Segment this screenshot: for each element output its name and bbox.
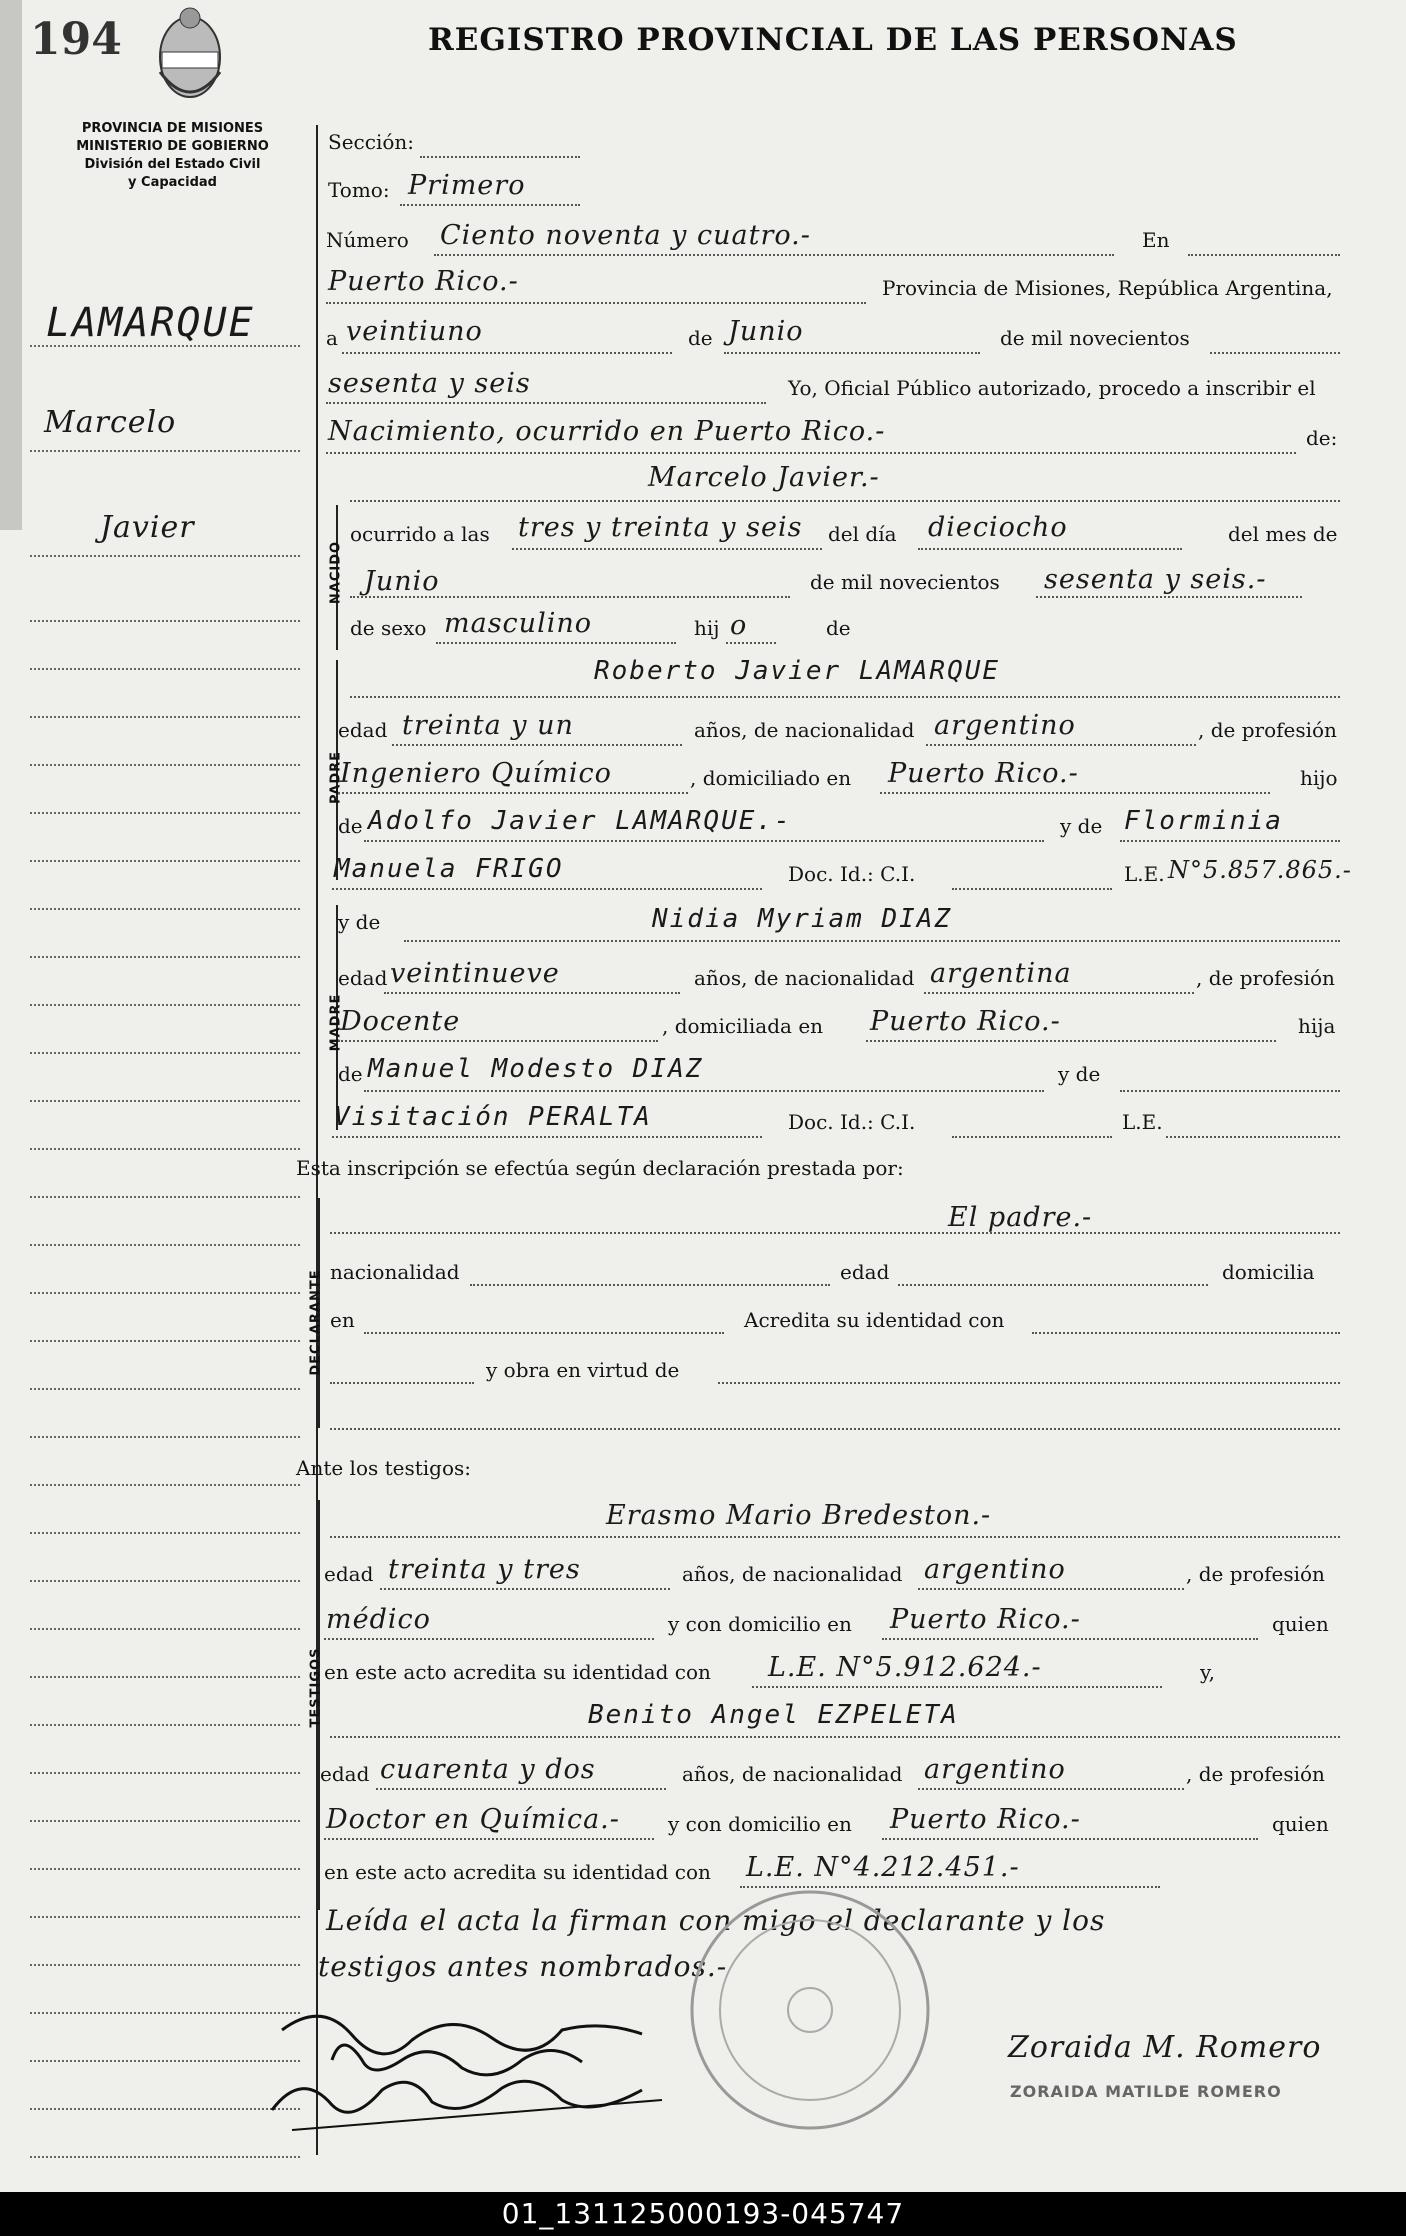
margin-line <box>30 1484 300 1486</box>
birth-day-value: dieciocho <box>928 512 1068 543</box>
place-line <box>326 302 866 304</box>
madre-edad-label: edad <box>338 966 388 990</box>
hijo-suffix: o <box>730 610 748 641</box>
testigo2-prof-value: Doctor en Química.- <box>326 1804 620 1835</box>
birth-day-line <box>918 548 1182 550</box>
coat-of-arms-icon <box>150 2 230 107</box>
hour-line <box>512 548 822 550</box>
official-signature: Zoraida M. Romero <box>1008 2030 1322 2065</box>
padre-nac-value: argentino <box>934 710 1076 741</box>
madre-y-de-label: y de <box>338 910 381 934</box>
testigo1-prof-line <box>324 1638 654 1640</box>
oficial-text: Yo, Oficial Público autorizado, procedo a inscribir el <box>788 376 1316 400</box>
hour-value: tres y treinta y seis <box>518 512 803 543</box>
margin-line <box>30 1052 300 1054</box>
testigo2-name-line <box>330 1736 1340 1738</box>
tomo-line <box>400 204 580 206</box>
margin-line <box>30 956 300 958</box>
testigo2-acredita-label: en este acto acredita su identidad con <box>324 1860 711 1884</box>
numero-label: Número <box>326 228 409 252</box>
del-dia-label: del día <box>828 522 897 546</box>
madre-nac-label: años, de nacionalidad <box>694 966 915 990</box>
margin-line <box>30 620 300 622</box>
year-line <box>326 402 766 404</box>
testigos-side-label: TESTIGOS <box>308 1647 324 1728</box>
testigo1-name: Erasmo Mario Bredeston.- <box>606 1500 992 1531</box>
testigo1-quien-label: quien <box>1272 1612 1329 1636</box>
padre-dom-line <box>880 792 1270 794</box>
padre-nac-line <box>926 744 1196 746</box>
testigo1-edad-line <box>380 1588 670 1590</box>
testigo1-name-line <box>330 1536 1340 1538</box>
del-mes-label: del mes de <box>1228 522 1338 546</box>
madre-name-line <box>404 940 1340 942</box>
testigo1-acredita-label: en este acto acredita su identidad con <box>324 1660 711 1684</box>
padre-le-value: N°5.857.865.- <box>1168 856 1352 884</box>
testigo2-edad-label: edad <box>320 1762 370 1786</box>
a-label: a <box>326 326 338 350</box>
madre-mother-line1 <box>1120 1090 1340 1092</box>
padre-de-label: de <box>338 814 363 838</box>
padre-mother-line1 <box>1120 840 1340 842</box>
padre-prof-line <box>338 792 688 794</box>
madre-le-label: L.E. <box>1122 1110 1163 1134</box>
tomo-label: Tomo: <box>328 178 390 202</box>
madre-side-label: MADRE <box>328 993 344 1052</box>
madre-father-value: Manuel Modesto DIAZ <box>368 1054 704 1084</box>
declarante-acredita-line <box>1032 1332 1340 1334</box>
closing-line2: testigos antes nombrados.- <box>318 1950 728 1983</box>
margin-line <box>30 345 300 347</box>
declarante-edad-line <box>898 1284 1208 1286</box>
org-line: PROVINCIA DE MISIONES <box>81 121 264 136</box>
padre-mother-value2: Manuela FRIGO <box>334 854 564 884</box>
month-line <box>724 352 980 354</box>
padre-father-value: Adolfo Javier LAMARQUE.- <box>368 806 792 836</box>
padre-name-line <box>350 696 1340 698</box>
margin-line <box>30 1148 300 1150</box>
testigo2-name: Benito Angel EZPELETA <box>588 1700 959 1730</box>
testigo2-nac-label: años, de nacionalidad <box>682 1762 903 1786</box>
padre-nac-label: años, de nacionalidad <box>694 718 915 742</box>
org-line: División del Estado Civil <box>84 157 261 172</box>
margin-surname: LAMARQUE <box>46 300 255 346</box>
declarante-nac-label: nacionalidad <box>330 1260 460 1284</box>
place-value: Puerto Rico.- <box>328 266 519 297</box>
madre-name: Nidia Myriam DIAZ <box>652 904 953 934</box>
seccion-label: Sección: <box>328 130 414 154</box>
margin-given-name: Javier <box>100 510 195 545</box>
madre-dom-line <box>866 1040 1276 1042</box>
nacido-name-line <box>350 500 1340 502</box>
tomo-value: Primero <box>408 170 526 201</box>
event-value: Nacimiento, ocurrido en Puerto Rico.- <box>328 416 886 447</box>
declarante-en-line <box>364 1332 724 1334</box>
margin-line <box>30 1004 300 1006</box>
padre-prof-value: Ingeniero Químico <box>340 758 612 789</box>
madre-dom-value: Puerto Rico.- <box>870 1006 1061 1037</box>
birth-mil-label: de mil novecientos <box>810 570 1000 594</box>
madre-father-line <box>364 1090 1044 1092</box>
org-block <box>40 120 305 192</box>
padre-prof-label: , de profesión <box>1198 718 1337 742</box>
org-line: y Capacidad <box>128 175 217 190</box>
padre-edad-value: treinta y un <box>402 710 574 741</box>
declarante-value: El padre.- <box>948 1202 1093 1233</box>
birth-month-value: Junio <box>364 566 440 597</box>
testigo1-dom-line <box>882 1638 1258 1640</box>
madre-y-de2-label: y de <box>1058 1062 1101 1086</box>
padre-le-label: L.E. <box>1124 862 1165 886</box>
padre-side-label: PADRE <box>328 750 344 805</box>
testigo1-nac-line <box>918 1588 1184 1590</box>
testigo2-quien-label: quien <box>1272 1812 1329 1836</box>
testigo1-nac-label: años, de nacionalidad <box>682 1562 903 1586</box>
testigo1-prof-label: , de profesión <box>1186 1562 1325 1586</box>
margin-line <box>30 668 300 670</box>
margin-line <box>30 1820 300 1822</box>
declarante-obra-pre-line <box>330 1382 474 1384</box>
official-seal-icon <box>680 1880 940 2140</box>
padre-father-line <box>364 840 1044 842</box>
document-title: REGISTRO PROVINCIAL DE LAS PERSONAS <box>428 22 1238 58</box>
padre-name: Roberto Javier LAMARQUE <box>594 656 1001 686</box>
madre-nac-value: argentina <box>930 958 1072 989</box>
testigo1-prof-value: médico <box>326 1604 431 1635</box>
day-line <box>342 352 672 354</box>
testigo1-edad-value: treinta y tres <box>388 1554 581 1585</box>
declarante-en-label: en <box>330 1308 355 1332</box>
padre-edad-label: edad <box>338 718 388 742</box>
margin-line <box>30 1244 300 1246</box>
declarante-side-label: DECLARANTE <box>308 1269 324 1376</box>
testigo2-dom-line <box>882 1838 1258 1840</box>
margin-line <box>30 812 300 814</box>
margin-line <box>30 1964 300 1966</box>
madre-edad-line <box>384 992 680 994</box>
seccion-line <box>420 156 580 158</box>
madre-hija-label: hija <box>1298 1014 1336 1038</box>
de-label: de <box>688 326 713 350</box>
testigo2-dom-value: Puerto Rico.- <box>890 1804 1081 1835</box>
padre-y-de-label: y de <box>1060 814 1103 838</box>
testigo1-id-line <box>752 1686 1162 1688</box>
birth-month-line <box>350 596 790 598</box>
official-name-stamp: ZORAIDA MATILDE ROMERO <box>1010 2082 1282 2101</box>
madre-doc-label: Doc. Id.: C.I. <box>788 1110 916 1134</box>
padre-hijo-label: hijo <box>1300 766 1338 790</box>
testigo2-prof-line <box>324 1838 654 1840</box>
testigo1-nac-value: argentino <box>924 1554 1066 1585</box>
margin-line <box>30 2012 300 2014</box>
hijo-label: hij <box>694 616 720 640</box>
testigo2-nac-value: argentino <box>924 1754 1066 1785</box>
testigo1-dom-label: y con domicilio en <box>668 1612 852 1636</box>
madre-prof-line <box>338 1040 658 1042</box>
margin-shade <box>0 0 22 530</box>
declarante-nac-line <box>470 1284 830 1286</box>
margin-line <box>30 2060 300 2062</box>
margin-line <box>30 1436 300 1438</box>
numero-value: Ciento noventa y cuatro.- <box>440 220 811 251</box>
provincia-text: Provincia de Misiones, República Argentina, <box>882 276 1333 300</box>
testigo1-y-label: y, <box>1200 1660 1215 1684</box>
declarante-obra-line <box>718 1382 1340 1384</box>
mil-line <box>1210 352 1340 354</box>
padre-dom-label: , domiciliado en <box>690 766 852 790</box>
testigo2-prof-label: , de profesión <box>1186 1762 1325 1786</box>
ocurrido-label: ocurrido a las <box>350 522 490 546</box>
closing-line1: Leída el acta la firman con migo el declarante y los <box>326 1904 1106 1937</box>
padre-doc-line <box>952 888 1112 890</box>
margin-line <box>30 764 300 766</box>
year-value: sesenta y seis <box>328 368 531 399</box>
margin-line <box>30 1772 300 1774</box>
birth-year-value: sesenta y seis.- <box>1044 564 1267 595</box>
margin-line <box>30 1292 300 1294</box>
padre-dom-value: Puerto Rico.- <box>888 758 1079 789</box>
declarante-value-line <box>330 1232 1340 1234</box>
madre-mother-line2 <box>332 1136 762 1138</box>
mil-label: de mil novecientos <box>1000 326 1190 350</box>
margin-line <box>30 1916 300 1918</box>
declarante-extra-line <box>330 1428 1340 1430</box>
margin-line <box>30 1676 300 1678</box>
en-line <box>1188 254 1340 256</box>
margin-line <box>30 1724 300 1726</box>
testigo2-edad-line <box>376 1788 666 1790</box>
numero-line <box>434 254 1114 256</box>
margin-line <box>30 1580 300 1582</box>
madre-le-line <box>1166 1136 1340 1138</box>
en-label: En <box>1142 228 1170 252</box>
declarante-intro: Esta inscripción se efectúa según declaración prestada por: <box>296 1156 904 1180</box>
margin-line <box>30 1628 300 1630</box>
witness-signature-icon <box>262 1990 682 2140</box>
margin-line <box>30 2108 300 2110</box>
declarante-acredita-label: Acredita su identidad con <box>744 1308 1005 1332</box>
testigo2-dom-label: y con domicilio en <box>668 1812 852 1836</box>
padre-mother-value1: Florminia <box>1124 806 1283 836</box>
margin-line <box>30 1340 300 1342</box>
archive-code: 01_131125000193-045747 <box>0 2192 1406 2236</box>
declarante-edad-label: edad <box>840 1260 890 1284</box>
margin-line <box>30 1196 300 1198</box>
page-number: 194 <box>30 14 122 65</box>
margin-line <box>30 555 300 557</box>
madre-de-label: de <box>338 1062 363 1086</box>
testigo1-edad-label: edad <box>324 1562 374 1586</box>
event-line <box>326 452 1296 454</box>
madre-prof-label: , de profesión <box>1196 966 1335 990</box>
testigo2-id-value: L.E. N°4.212.451.- <box>746 1852 1020 1883</box>
hijo-line <box>726 642 776 644</box>
padre-doc-label: Doc. Id.: C.I. <box>788 862 916 886</box>
madre-prof-value: Docente <box>340 1006 461 1037</box>
margin-line <box>30 1388 300 1390</box>
org-line: MINISTERIO DE GOBIERNO <box>76 139 269 154</box>
margin-line <box>30 908 300 910</box>
madre-nac-line <box>924 992 1194 994</box>
nacido-side-label: NACIDO <box>328 540 344 605</box>
padre-edad-line <box>392 744 682 746</box>
declarante-obra-label: y obra en virtud de <box>486 1358 680 1382</box>
day-value: veintiuno <box>346 316 483 347</box>
nacido-de-label: de <box>826 616 851 640</box>
month-value: Junio <box>728 316 804 347</box>
madre-dom-label: , domiciliada en <box>662 1014 824 1038</box>
padre-mother-line2 <box>332 888 762 890</box>
de-colon-label: de: <box>1306 426 1338 450</box>
sexo-value: masculino <box>444 608 592 639</box>
margin-line <box>30 450 300 452</box>
testigos-intro: Ante los testigos: <box>296 1456 472 1480</box>
sexo-line <box>436 642 676 644</box>
madre-edad-value: veintinueve <box>390 958 560 989</box>
margin-given-name: Marcelo <box>44 405 177 440</box>
birth-year-line <box>1036 596 1302 598</box>
margin-line <box>30 860 300 862</box>
testigo2-nac-line <box>918 1788 1184 1790</box>
margin-line <box>30 716 300 718</box>
margin-line <box>30 1100 300 1102</box>
declarante-domicilia-label: domicilia <box>1222 1260 1315 1284</box>
testigo2-edad-value: cuarenta y dos <box>380 1754 596 1785</box>
testigo1-id-value: L.E. N°5.912.624.- <box>768 1652 1042 1683</box>
nacido-name: Marcelo Javier.- <box>648 462 880 493</box>
margin-line <box>30 2156 300 2158</box>
testigo1-dom-value: Puerto Rico.- <box>890 1604 1081 1635</box>
madre-doc-line <box>952 1136 1112 1138</box>
margin-line <box>30 1868 300 1870</box>
sexo-label: de sexo <box>350 616 427 640</box>
madre-mother-value: Visitación PERALTA <box>334 1102 652 1132</box>
margin-line <box>30 1532 300 1534</box>
